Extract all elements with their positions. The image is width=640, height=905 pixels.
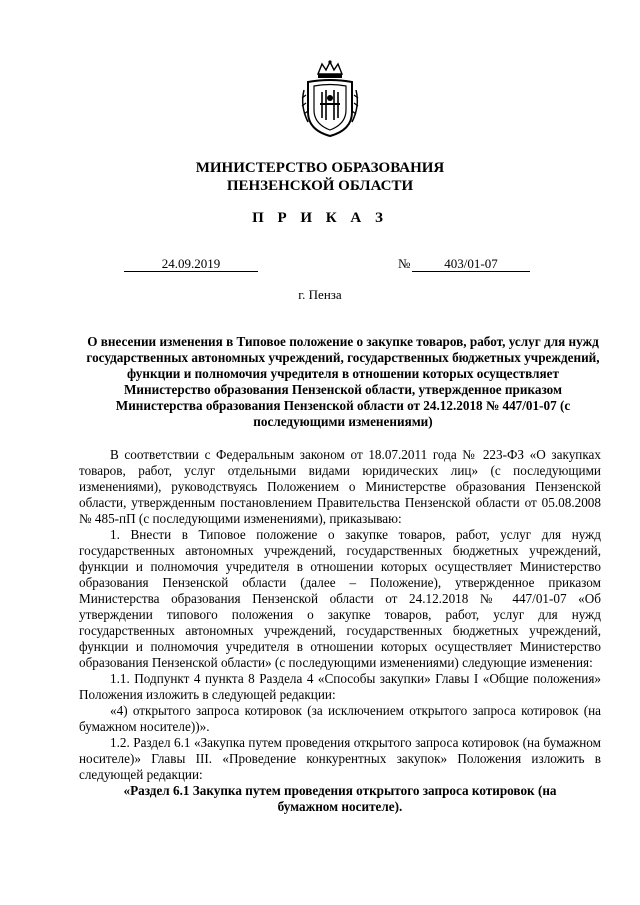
order-subject: О внесении изменения в Типовое положение о закупке товаров, работ, услуг для нужд государственных автономных учреждений, государственных бюджетных учреждений, функции и полномочия учредителя в отношении которых осуществляет Министерство образования Пензенской области, утвержденное приказом Министерства образования Пензенской области от 24.12.2018 № 447/01-07 (с последующими изменениями)	[86, 334, 600, 429]
preamble-paragraph: В соответствии с Федеральным законом от 18.07.2011 года № 223-ФЗ «О закупках товаров, работ, услуг отдельными видами юридических лиц» (с последующими изменениями), руководствуясь Положением о Министерстве образования Пензенской области, утвержденным постановлением Правительства Пензенской области от 05.08.2008 № 485-пП (с последующими изменениями), приказываю:	[79, 447, 601, 526]
ministry-name	[0, 159, 640, 195]
clause-1-1-paragraph: 1.1. Подпункт 4 пункта 8 Раздела 4 «Способы закупки» Главы I «Общие положения» Положения изложить в следующей редакции:	[79, 671, 601, 702]
clause-1-2-paragraph: 1.2. Раздел 6.1 «Закупка путем проведения открытого запроса котировок (на бумажном носителе)» Главы III. «Проведение конкурентных закупок» Положения изложить в следующей редакции:	[79, 735, 601, 782]
order-date: 24.09.2019	[124, 256, 258, 272]
coat-of-arms-icon	[298, 60, 362, 138]
ministry-line-1: МИНИСТЕРСТВО ОБРАЗОВАНИЯ	[195, 160, 445, 176]
city: г. Пенза	[298, 287, 342, 302]
clause-1-paragraph: 1. Внести в Типовое положение о закупке товаров, работ, услуг для нужд государственных автономных учреждений, государственных бюджетных учреждений, функции и полномочия учредителя в отношении которых осуществляет Министерство образования Пензенской области (далее – Положение), утвержденное приказом Министерства образования Пензенской области от 24.12.2018 № 447/01-07 «Об утверждении типового положения о закупке товаров, работ, услуг для нужд государственных автономных учреждений, государственных бюджетных учреждений, функции и полномочия учредителя в отношении которых осуществляет Министерство образования Пензенской области» (с последующими изменениями) следующие изменения:	[79, 527, 601, 670]
section-heading: «Раздел 6.1 Закупка путем проведения открытого запроса котировок (на бумажном носителе).	[123, 783, 557, 814]
number-label: №	[398, 256, 411, 271]
document-type: П Р И К А З	[252, 210, 388, 226]
quoted-text-paragraph: «4) открытого запроса котировок (за исключением открытого запроса котировок (на бумажном носителе))».	[79, 703, 601, 734]
order-number: 403/01-07	[412, 256, 530, 272]
order-body	[79, 447, 601, 815]
ministry-line-2: ПЕНЗЕНСКОЙ ОБЛАСТИ	[226, 178, 414, 194]
